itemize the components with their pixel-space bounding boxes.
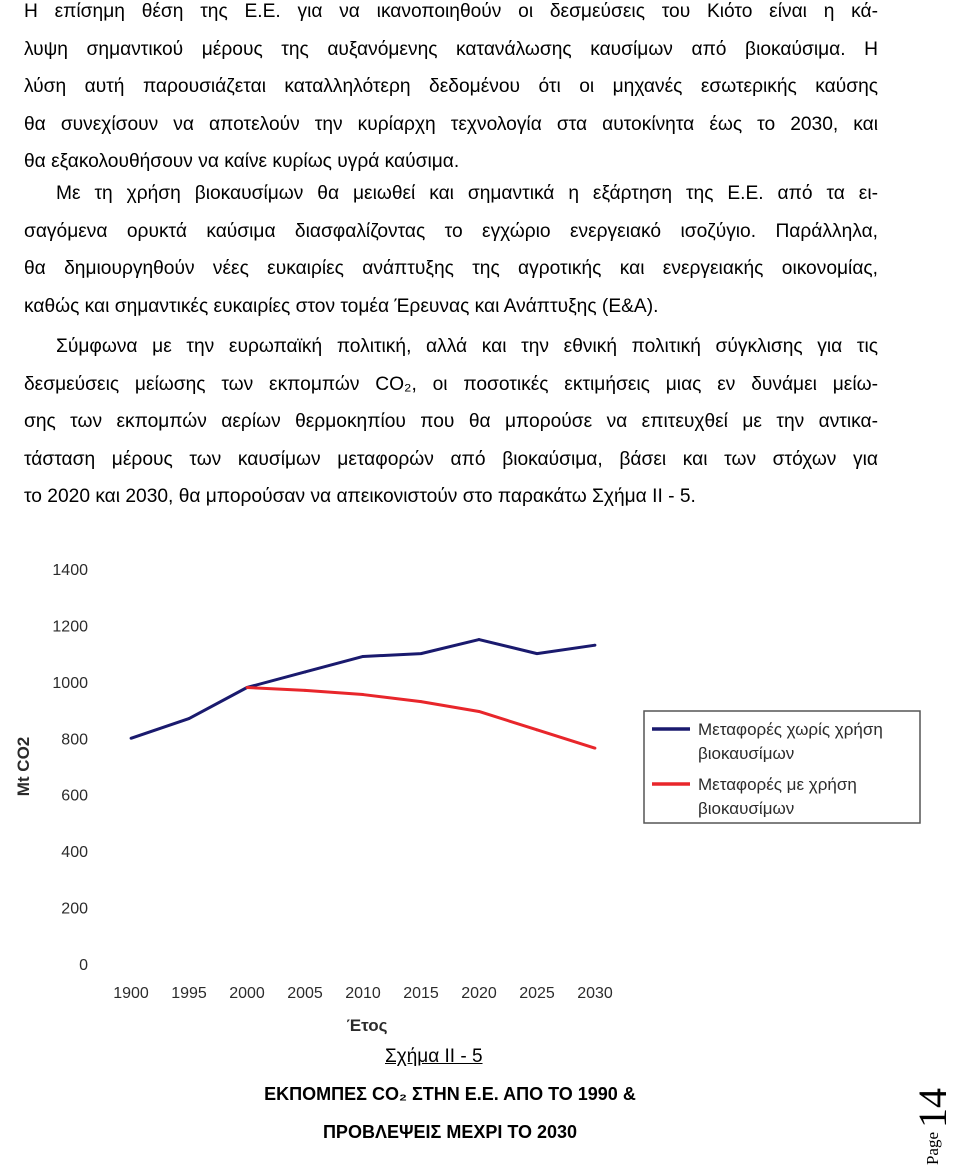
data-point bbox=[304, 671, 307, 674]
data-point bbox=[362, 693, 365, 696]
x-tick-label: 1900 bbox=[113, 985, 149, 1002]
y-tick-label: 600 bbox=[61, 787, 88, 805]
text-line: θα εξακολουθήσουν να καίνε κυρίως υγρά καύσιμα. bbox=[24, 151, 460, 172]
data-point bbox=[420, 700, 423, 703]
x-tick-label: 2020 bbox=[461, 985, 497, 1002]
data-point bbox=[536, 728, 539, 731]
data-point bbox=[246, 686, 249, 689]
text-line: Σύμφωνα με την ευρωπαϊκή πολιτική, αλλά και την εθνική πολιτική σύγκλισης για τις bbox=[56, 336, 878, 357]
text-line: δεσμεύσεις μείωσης των εκπομπών CO₂, οι ποσοτικές εκτιμήσεις μιας εν δυνάμει μείω- bbox=[24, 373, 878, 395]
figure-number: Σχήμα ΙΙ - 5 bbox=[385, 1046, 483, 1067]
text-line: Η επίσημη θέση της Ε.Ε. για να ικανοποιηθούν οι δεσμεύσεις του Κιότο είναι η κά- bbox=[24, 1, 878, 22]
text-line: Με τη χρήση βιοκαυσίμων θα μειωθεί και σημαντικά η εξάρτηση της Ε.Ε. από τα ει- bbox=[56, 183, 878, 204]
y-axis-label: Mt CO2 bbox=[14, 736, 33, 797]
x-tick-label: 2030 bbox=[577, 985, 613, 1002]
text-line: θα συνεχίσουν να αποτελούν την κυρίαρχη τεχνολογία στα αυτοκίνητα έως το 2030, και bbox=[24, 113, 878, 135]
data-point bbox=[304, 689, 307, 692]
data-point bbox=[594, 747, 597, 750]
y-tick-label: 1200 bbox=[52, 618, 88, 636]
data-point bbox=[536, 652, 539, 655]
data-point bbox=[362, 655, 365, 658]
y-tick-label: 800 bbox=[61, 731, 88, 749]
legend-label: Μεταφορές με χρήση βιοκαυσίμων bbox=[698, 775, 857, 818]
figure-title-line-2: ΠΡΟΒΛΕΨΕΙΣ ΜΕΧΡΙ ΤΟ 2030 bbox=[322, 1122, 578, 1142]
text-line: σης των εκπομπών αερίων θερμοκηπίου που θα μπορούσε να επιτευχθεί με την αντικα- bbox=[24, 411, 878, 432]
page-number-mark bbox=[909, 1088, 956, 1165]
series-line bbox=[247, 688, 595, 749]
data-point bbox=[594, 644, 597, 647]
emissions-line-chart bbox=[0, 548, 960, 1048]
data-point bbox=[130, 737, 133, 740]
page-number: 14 bbox=[910, 1087, 955, 1128]
y-tick-label: 1000 bbox=[52, 674, 88, 692]
x-tick-label: 2005 bbox=[287, 985, 323, 1002]
text-line: καθώς και σημαντικές ευκαιρίες στον τομέα Έρευνας και Ανάπτυξης (Ε&Α). bbox=[24, 295, 659, 317]
x-tick-label: 1995 bbox=[171, 985, 207, 1002]
data-point bbox=[188, 717, 191, 720]
x-axis-label: Έτος bbox=[346, 1016, 388, 1035]
y-tick-label: 1400 bbox=[52, 562, 88, 579]
x-tick-label: 2010 bbox=[345, 985, 381, 1002]
text-line: σαγόμενα ορυκτά καύσιμα διασφαλίζοντας το εγχώριο ενεργειακό ισοζύγιο. Παράλληλα, bbox=[24, 220, 878, 242]
data-point bbox=[478, 710, 481, 713]
data-point bbox=[420, 652, 423, 655]
x-tick-label: 2000 bbox=[229, 985, 265, 1002]
text-line: λυψη σημαντικού μέρους της αυξανόμενης κατανάλωσης καυσίμων από βιοκαύσιμα. Η bbox=[24, 38, 878, 60]
x-tick-label: 2025 bbox=[519, 985, 555, 1002]
page-word: Page bbox=[923, 1131, 942, 1165]
legend-label: Μεταφορές χωρίς χρήση βιοκαυσίμων bbox=[698, 720, 883, 763]
text-line: λύση αυτή παρουσιάζεται καταλληλότερη δεδομένου ότι οι μηχανές εσωτερικής καύσης bbox=[24, 76, 878, 97]
text-line: τάσταση μέρους των καυσίμων μεταφορών από βιοκαύσιμα, βάσει και των στόχων για bbox=[24, 448, 878, 470]
text-line: θα δημιουργηθούν νέες ευκαιρίες ανάπτυξης της αγροτικής και ενεργειακής οικονομίας, bbox=[24, 258, 878, 279]
y-tick-label: 0 bbox=[79, 957, 88, 974]
text-line: το 2020 και 2030, θα μπορούσαν να απεικονιστούν στο παρακάτω Σχήμα ΙΙ - 5. bbox=[24, 486, 696, 507]
y-tick-label: 400 bbox=[61, 844, 88, 862]
x-tick-label: 2015 bbox=[403, 985, 439, 1002]
series-line bbox=[131, 640, 595, 739]
data-point bbox=[478, 638, 481, 641]
figure-title-line-1: ΕΚΠΟΜΠΕΣ CO₂ ΣΤΗΝ Ε.Ε. ΑΠΟ ΤΟ 1990 & bbox=[264, 1084, 636, 1104]
y-tick-label: 200 bbox=[61, 900, 88, 918]
